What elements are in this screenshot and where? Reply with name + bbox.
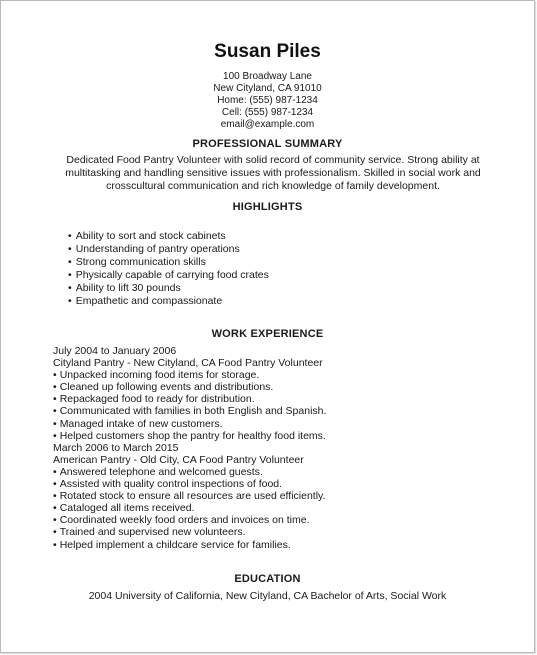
highlights-heading: HIGHLIGHTS [232,201,303,213]
list-item: • Trained and supervised new volunteers. [53,526,493,538]
education-heading: EDUCATION [234,573,301,585]
list-item: • Repackaged food to ready for distribution. [53,393,493,405]
job-bullets [53,466,493,551]
contact-block [1,71,534,131]
candidate-name: Susan Piles [214,41,321,62]
list-item: • Helped implement a childcare service for families. [53,539,493,551]
job-bullets [53,369,493,442]
highlights-list [68,230,269,308]
job-title: Cityland Pantry - New Cityland, CA Food Pantry Volunteer [53,357,323,370]
list-item: • Managed intake of new customers. [53,418,493,430]
list-item: • Coordinated weekly food orders and invoices on time. [53,514,493,526]
list-item: • Physically capable of carrying food crates [68,269,269,282]
job-title: American Pantry - Old City, CA Food Pantry Volunteer [53,453,304,466]
list-item: • Cleaned up following events and distributions. [53,381,493,393]
list-item: • Empathetic and compassionate [68,295,269,308]
cell-phone: Cell: (555) 987-1234 [221,107,314,118]
address-line-2: New Cityland, CA 91010 [213,83,322,94]
list-item: • Cataloged all items received. [53,502,493,514]
job-dates: July 2004 to January 2006 [53,345,177,357]
address-line-1: 100 Broadway Lane [223,71,312,82]
work-experience [53,345,493,551]
list-item: • Understanding of pantry operations [68,243,269,256]
list-item: • Ability to lift 30 pounds [68,282,269,295]
email: email@example.com [220,119,315,130]
list-item: • Unpacked incoming food items for storage. [53,369,493,381]
education-text: 2004 University of California, New Cityland, CA Bachelor of Arts, Social Work [88,590,447,602]
list-item: • Answered telephone and welcomed guests. [53,466,493,478]
list-item: • Rotated stock to ensure all resources are used efficiently. [53,490,493,502]
list-item: • Helped customers shop the pantry for healthy food items. [53,430,493,442]
list-item: • Strong communication skills [68,256,269,269]
list-item: • Ability to sort and stock cabinets [68,230,269,243]
job-dates: March 2006 to March 2015 [53,441,179,454]
home-phone: Home: (555) 987-1234 [217,95,318,106]
list-item: • Communicated with families in both English and Spanish. [53,405,493,417]
work-heading: WORK EXPERIENCE [211,328,324,340]
summary-heading: PROFESSIONAL SUMMARY [192,138,343,150]
list-item: • Assisted with quality control inspections of food. [53,478,493,490]
summary-text: Dedicated Food Pantry Volunteer with solid record of community service. Strong ability at multitasking and handling sensitive issues with professionalism. Skilled in social work and crosscultural communication and rich knowledge of family development. [65,154,481,192]
